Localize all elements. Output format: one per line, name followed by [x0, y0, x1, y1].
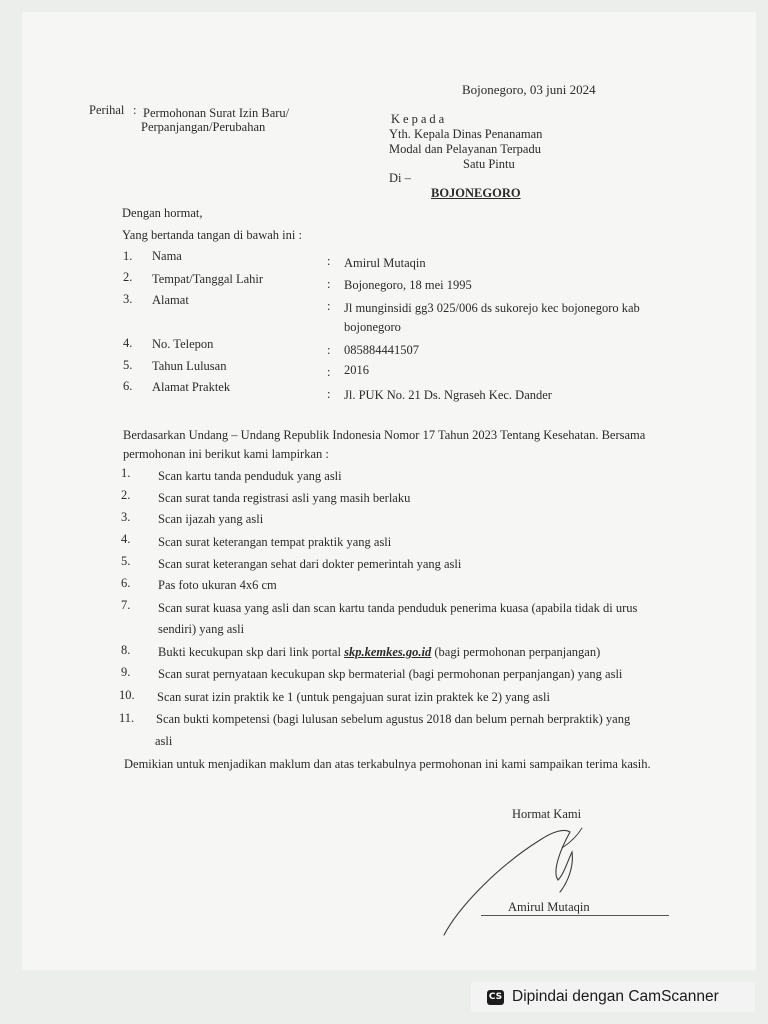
- perihal-colon: :: [133, 103, 137, 117]
- perihal-label: Perihal: [89, 103, 125, 117]
- identity-label: Tempat/Tanggal Lahir: [152, 272, 264, 286]
- identity-num: 1.: [123, 249, 133, 263]
- attachment-text: Scan surat pernyataan kecukupan skp bermaterial (bagi permohonan perpanjangan) yang asli: [158, 667, 623, 681]
- identity-colon: :: [327, 387, 331, 401]
- identity-colon: :: [327, 277, 331, 291]
- attachment-text: Scan surat keterangan tempat praktik yang asli: [158, 535, 392, 549]
- attachment-num: 3.: [121, 510, 131, 524]
- identity-num: 3.: [123, 292, 133, 306]
- attachment-text: [158, 645, 600, 660]
- recipient-line-1: Yth. Kepala Dinas Penanaman: [389, 127, 543, 141]
- identity-label: Tahun Lulusan: [152, 359, 227, 373]
- attachment-text: Scan surat kuasa yang asli dan scan kartu tanda penduduk penerima kuasa (apabila tidak di urus: [158, 601, 638, 615]
- skp-portal-link[interactable]: skp.kemkes.go.id: [344, 645, 432, 659]
- attachment-num: 5.: [121, 554, 131, 568]
- identity-colon: :: [327, 299, 331, 313]
- identity-num: 5.: [123, 358, 133, 372]
- attachment-text: Scan surat keterangan sehat dari dokter pemerintah yang asli: [158, 557, 462, 571]
- identity-value-cont: bojonegoro: [344, 320, 401, 334]
- attachment-num: 9.: [121, 665, 131, 679]
- place-date: Bojonegoro, 03 juni 2024: [462, 82, 596, 97]
- body-line-2: permohonan ini berikut kami lampirkan :: [123, 447, 329, 461]
- identity-num: 2.: [123, 270, 133, 284]
- signature-salutation: Hormat Kami: [512, 807, 582, 821]
- attachment-text: Scan surat tanda registrasi asli yang masih berlaku: [158, 491, 411, 505]
- identity-colon: :: [327, 254, 331, 268]
- di-label: Di –: [389, 171, 411, 185]
- attachment-num: 8.: [121, 643, 131, 657]
- attachment-num: 4.: [121, 532, 131, 546]
- identity-colon: :: [327, 365, 331, 379]
- identity-value: Bojonegoro, 18 mei 1995: [344, 278, 472, 292]
- identity-value: Amirul Mutaqin: [344, 256, 426, 270]
- recipient-city: BOJONEGORO: [431, 186, 521, 200]
- camscanner-logo-icon: CS: [487, 990, 504, 1005]
- recipient-line-2: Modal dan Pelayanan Terpadu: [389, 142, 541, 156]
- identity-label: Alamat Praktek: [152, 380, 231, 394]
- attachment-text-after: (bagi permohonan perpanjangan): [431, 645, 601, 659]
- greeting: Dengan hormat,: [122, 206, 203, 220]
- perihal-line-2: Perpanjangan/Perubahan: [141, 120, 266, 134]
- signer-name: Amirul Mutaqin: [508, 900, 590, 914]
- attachment-num: 6.: [121, 576, 131, 590]
- attachment-num: 10.: [119, 688, 135, 702]
- attachment-text: Scan ijazah yang asli: [158, 512, 264, 526]
- attachment-text: Pas foto ukuran 4x6 cm: [158, 578, 277, 592]
- body-line-1: Berdasarkan Undang – Undang Republik Indonesia Nomor 17 Tahun 2023 Tentang Kesehatan. Bersama: [123, 428, 646, 442]
- attachment-num: 1.: [121, 466, 131, 480]
- handwritten-signature: [440, 810, 600, 940]
- attachment-num: 7.: [121, 598, 131, 612]
- identity-colon: :: [327, 343, 331, 357]
- attachment-num: 11.: [119, 711, 135, 725]
- attachment-text: Scan surat izin praktik ke 1 (untuk pengajuan surat izin praktek ke 2) yang asli: [157, 690, 550, 704]
- identity-value: Jl. PUK No. 21 Ds. Ngraseh Kec. Dander: [344, 388, 552, 402]
- intro-line: Yang bertanda tangan di bawah ini :: [122, 228, 302, 242]
- identity-value: 2016: [344, 363, 369, 377]
- identity-label: Nama: [152, 249, 182, 263]
- attachment-text-before: Bukti kecukupan skp dari link portal: [158, 645, 345, 659]
- camscanner-badge: [471, 982, 755, 1012]
- identity-num: 4.: [123, 336, 133, 350]
- identity-value: Jl munginsidi gg3 025/006 ds sukorejo kec bojonegoro kab: [344, 301, 640, 315]
- identity-num: 6.: [123, 379, 133, 393]
- perihal-line-1: Permohonan Surat Izin Baru/: [143, 106, 290, 120]
- identity-label: No. Telepon: [152, 337, 214, 351]
- signature-line: [481, 915, 669, 916]
- attachment-text-cont: asli: [155, 734, 173, 748]
- attachment-text-cont: sendiri) yang asli: [158, 622, 245, 636]
- attachment-text: Scan kartu tanda penduduk yang asli: [158, 469, 342, 483]
- attachment-text: Scan bukti kompetensi (bagi lulusan sebelum agustus 2018 dan belum pernah berpraktik) yang: [156, 712, 631, 726]
- closing-sentence: Demikian untuk menjadikan maklum dan atas terkabulnya permohonan ini kami sampaikan terima kasih.: [124, 757, 651, 771]
- identity-label: Alamat: [152, 293, 189, 307]
- attachment-num: 2.: [121, 488, 131, 502]
- identity-value: 085884441507: [344, 343, 419, 357]
- camscanner-text: Dipindai dengan CamScanner: [512, 988, 719, 1005]
- recipient-line-3: Satu Pintu: [463, 157, 515, 171]
- kepada-label: Kepada: [391, 112, 448, 126]
